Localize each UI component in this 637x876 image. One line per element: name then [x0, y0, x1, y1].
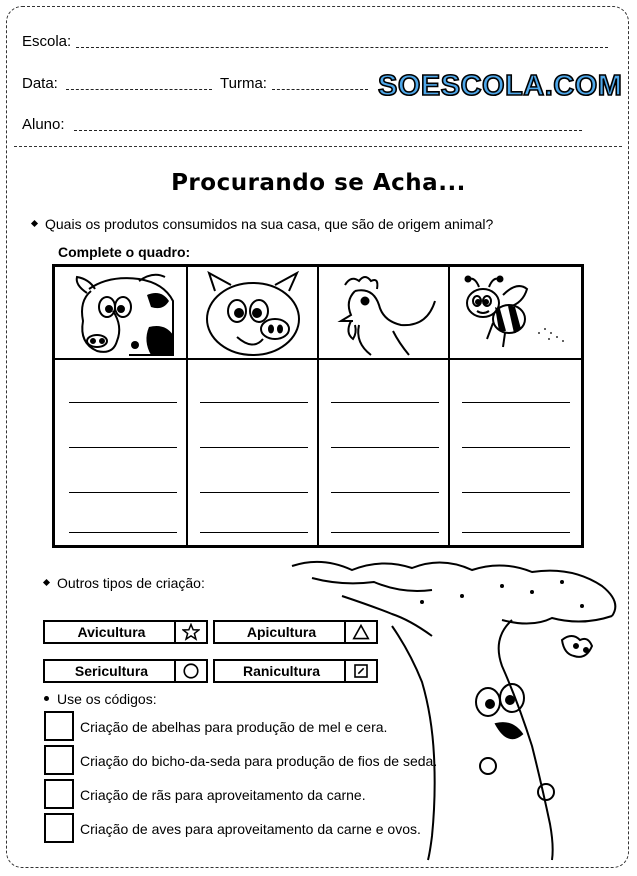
row-divider [55, 358, 581, 360]
data-label: Data: [22, 75, 58, 92]
answer-line[interactable] [69, 532, 177, 533]
answer-line[interactable] [200, 492, 308, 493]
escola-label: Escola: [22, 33, 72, 50]
ranicultura-label: Ranicultura [242, 663, 320, 679]
bullet-icon [31, 220, 38, 227]
codes-heading [44, 691, 157, 707]
answer-line[interactable] [331, 532, 439, 533]
pig-icon [197, 271, 309, 357]
question [32, 216, 493, 232]
page-title: Procurando se Acha... [171, 170, 466, 196]
sericultura-box [43, 659, 208, 683]
answer-line[interactable] [200, 402, 308, 403]
avicultura-box [43, 620, 208, 644]
code-description: Criação de rãs para aproveitamento da carne. [80, 787, 366, 803]
tree-illustration [282, 556, 627, 866]
answer-line[interactable] [69, 492, 177, 493]
answer-line[interactable] [69, 447, 177, 448]
column-divider [317, 267, 319, 545]
aluno-label: Aluno: [22, 116, 65, 133]
data-field[interactable] [66, 89, 212, 90]
codes-text: Use os códigos: [57, 691, 157, 707]
table-instruction: Complete o quadro: [58, 244, 191, 260]
square-icon [344, 661, 376, 681]
apicultura-label: Apicultura [246, 624, 317, 640]
apicultura-box [213, 620, 378, 644]
bee-icon [459, 273, 579, 355]
sericultura-label: Sericultura [74, 663, 149, 679]
question-text: Quais os produtos consumidos na sua casa, que são de origem animal? [45, 216, 494, 232]
answer-line[interactable] [462, 492, 570, 493]
answer-line[interactable] [200, 447, 308, 448]
answer-line[interactable] [462, 447, 570, 448]
cow-icon [69, 271, 179, 357]
star-icon [174, 622, 206, 642]
escola-field[interactable] [76, 47, 608, 48]
bullet-icon [44, 696, 49, 701]
outros-text: Outros tipos de criação: [57, 575, 205, 591]
answer-line[interactable] [462, 532, 570, 533]
answer-line[interactable] [331, 402, 439, 403]
turma-field[interactable] [272, 89, 368, 90]
column-divider [448, 267, 450, 545]
aluno-field[interactable] [74, 130, 582, 131]
hen-icon [331, 271, 441, 357]
code-answer-box[interactable] [44, 813, 74, 843]
code-answer-box[interactable] [44, 779, 74, 809]
code-description: Criação de abelhas para produção de mel e cera. [80, 719, 388, 735]
outros-heading [44, 575, 205, 591]
answer-line[interactable] [331, 492, 439, 493]
code-description: Criação de aves para aproveitamento da carne e ovos. [80, 821, 421, 837]
code-description: Criação do bicho-da-seda para produção de fios de seda. [80, 753, 438, 769]
answer-line[interactable] [462, 402, 570, 403]
turma-label: Turma: [220, 75, 267, 92]
bullet-icon [43, 579, 50, 586]
code-answer-box[interactable] [44, 745, 74, 775]
answer-line[interactable] [200, 532, 308, 533]
circle-icon [174, 661, 206, 681]
column-divider [186, 267, 188, 545]
triangle-icon [344, 622, 376, 642]
avicultura-label: Avicultura [77, 624, 146, 640]
ranicultura-box [213, 659, 378, 683]
answer-line[interactable] [69, 402, 177, 403]
products-table [52, 264, 584, 548]
code-answer-box[interactable] [44, 711, 74, 741]
site-logo: SOESCOLA.COM [378, 70, 623, 102]
answer-line[interactable] [331, 447, 439, 448]
header-divider [14, 146, 622, 147]
